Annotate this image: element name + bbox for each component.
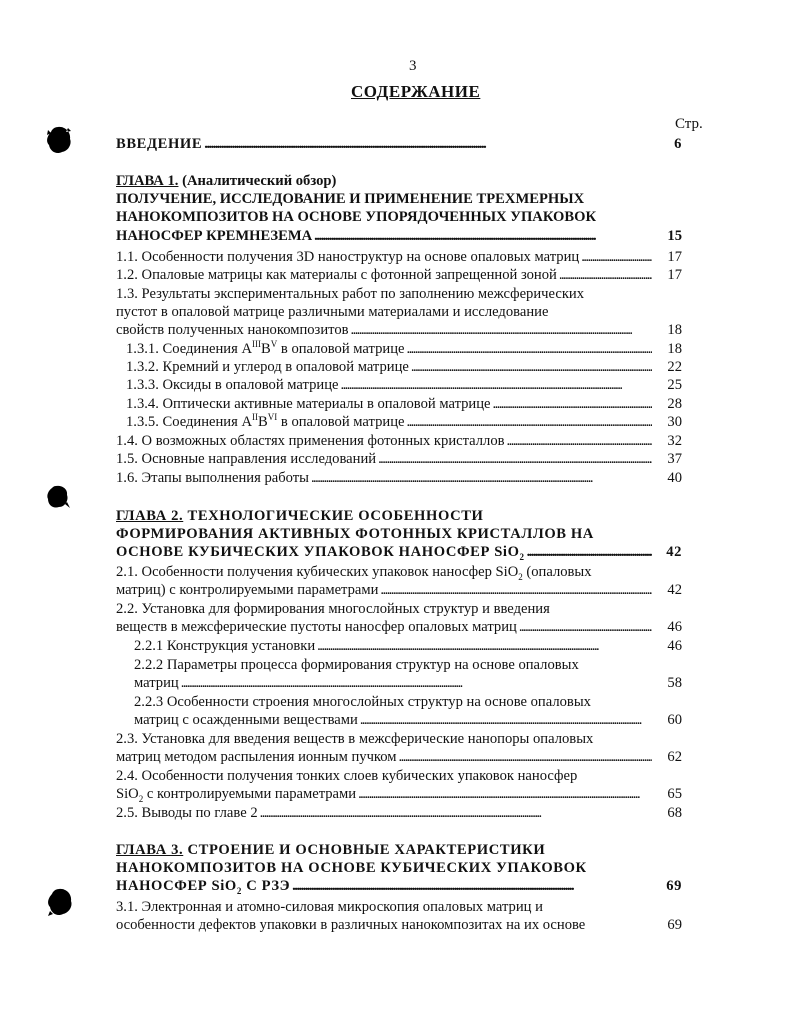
toc-entry: 1.3.4. Оптически активные материалы в опаловой матрице . . . 28 — [116, 395, 682, 413]
toc-entry-intro — [116, 135, 682, 153]
page-column-label: Стр. — [675, 116, 703, 132]
toc-entry: 1.3.2. Кремний и углерод в опаловой матрице . . . 22 — [116, 358, 682, 376]
toc-entry: 1.4. О возможных областях применения фотонных кристаллов . . . 32 — [116, 432, 682, 450]
toc-entry: 1.3.5. Соединения $A^{II}B^{VI}$ в опаловой матрице . . . 30 — [116, 413, 682, 431]
entry-page: 15 — [667, 227, 682, 244]
ink-blot-icon — [44, 885, 76, 919]
toc-entry: 2.4. Особенности получения тонких слоев кубических упаковок наносфер SiO$_2$ с контролируемыми параметрами . . . 65 — [116, 767, 682, 803]
toc-entry: 1.6. Этапы выполнения работы . . . 40 — [116, 469, 682, 487]
toc-entry: 1.5. Основные направления исследований . . . 37 — [116, 450, 682, 468]
chapter-label: ГЛАВА 2. — [116, 508, 184, 524]
chapter-title-line: ПОЛУЧЕНИЕ, ИССЛЕДОВАНИЕ И ПРИМЕНЕНИЕ ТРЕХМЕРНЫХ — [116, 191, 585, 208]
toc-chapter-1 — [116, 172, 682, 245]
toc-entry: 1.1. Особенности получения 3D наноструктур на основе опаловых матриц . . . 17 — [116, 248, 682, 266]
toc-chapter-2: ГЛАВА 2. ТЕХНОЛОГИЧЕСКИЕ ОСОБЕННОСТИ ФОРМИРОВАНИЯ АКТИВНЫХ ФОТОННЫХ КРИСТАЛЛОВ НА ОСНОВЕ КУБИЧЕСКИХ УПАКОВОК НАНОСФЕР SiO$_2$ . . . 42 — [116, 507, 682, 562]
toc-entry: 2.2.2 Параметры процесса формирования структур на основе опаловых матриц . . . 58 — [116, 656, 682, 692]
chapter-label: ГЛАВА 3. — [116, 842, 184, 858]
chapter-label: ГЛАВА 1. — [116, 173, 179, 189]
chapter-title-line: НАНОКОМПОЗИТОВ НА ОСНОВЕ УПОРЯДОЧЕННЫХ УПАКОВОК — [116, 209, 597, 226]
toc-entry: 2.3. Установка для введения веществ в межсферические нанопоры опаловых матриц методом распыления ионным пучком . . . 62 — [116, 730, 682, 766]
toc-entry: 2.2. Установка для формирования многослойных структур и введения веществ в межсферические пустоты наносфер опаловых матриц . . . 46 — [116, 600, 682, 636]
toc-entry: 1.3. Результаты экспериментальных работ по заполнению межсферических пустот в опаловой матрице различными материалами и исследование свойств полученных нанокомпозитов . . . 18 — [116, 285, 682, 340]
toc-chapter-3: ГЛАВА 3. СТРОЕНИЕ И ОСНОВНЫЕ ХАРАКТЕРИСТИКИ НАНОКОМПОЗИТОВ НА ОСНОВЕ КУБИЧЕСКИХ УПАКОВОК НАНОСФЕР SiO$_2$ С РЗЭ . . . 69 — [116, 841, 682, 896]
entry-title: ВВЕДЕНИЕ — [116, 136, 203, 152]
toc-entry: 2.1. Особенности получения кубических упаковок наносфер SiO$_2$ (опаловых матриц) с контролируемыми параметрами . . . 42 — [116, 563, 682, 599]
ink-blot-icon — [43, 482, 73, 512]
toc-title: СОДЕРЖАНИЕ — [351, 82, 481, 101]
ink-blot-icon — [44, 124, 74, 156]
page-number: 3 — [409, 58, 417, 74]
toc-entry: 1.2. Опаловые матрицы как материалы с фотонной запрещенной зоной . . . 17 — [116, 266, 682, 284]
chapter-note: (Аналитический обзор) — [178, 173, 337, 189]
toc-entry: 1.3.3. Оксиды в опаловой матрице . . . 25 — [116, 376, 682, 394]
entry-page: 6 — [674, 136, 682, 152]
toc-entry: 1.3.1. Соединения $A^{III}B^V$ в опаловой матрице . . . 18 — [116, 340, 682, 358]
toc-entry: 3.1. Электронная и атомно-силовая микроскопия опаловых матриц и особенности дефектов упаковки в различных нанокомпозитах на их основе 69 — [116, 899, 682, 934]
toc-entry: 2.5. Выводы по главе 2 . . . 68 — [116, 804, 682, 822]
toc-entry: 2.2.3 Особенности строения многослойных структур на основе опаловых матриц с осажденными веществами . . . 60 — [116, 693, 682, 729]
toc-entry: 2.2.1 Конструкция установки . . . 46 — [116, 637, 682, 655]
chapter-title-line: НАНОСФЕР КРЕМНЕЗЕМА — [116, 227, 313, 244]
